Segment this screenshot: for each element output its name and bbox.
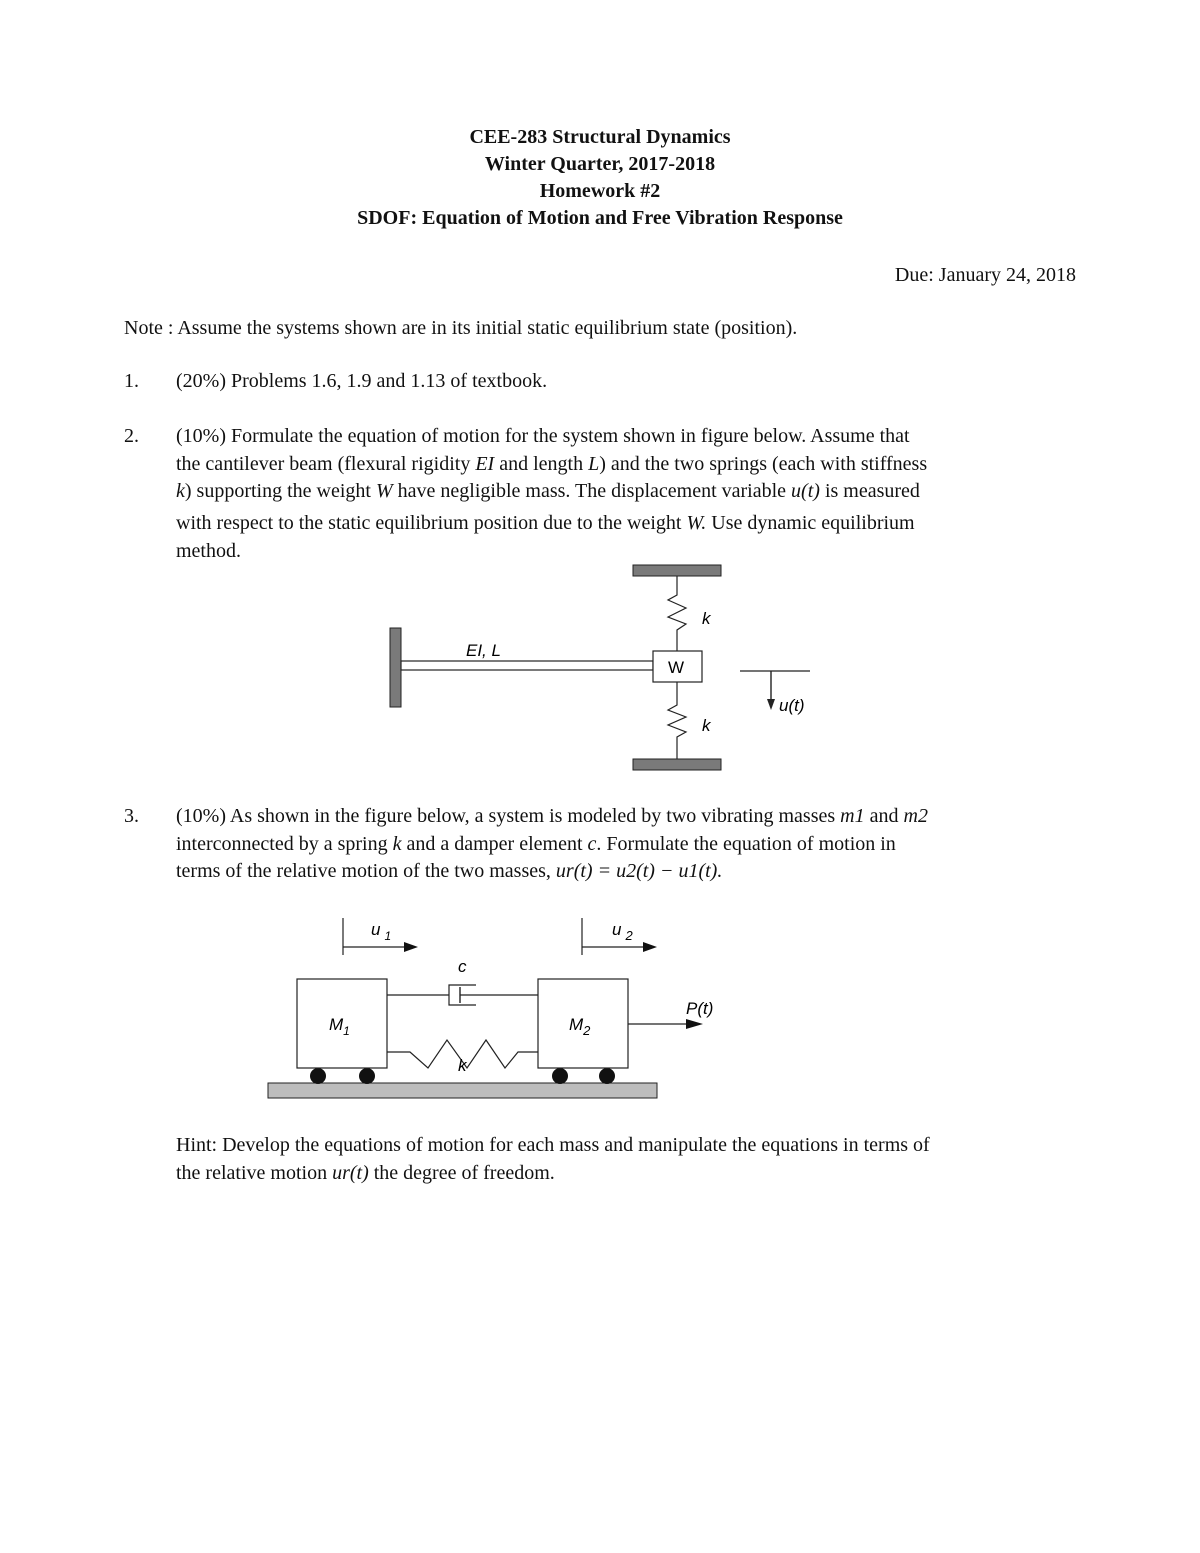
u1-label: u $_1$ <box>371 920 392 943</box>
top-spring-label: k <box>702 609 711 628</box>
hint-line-2: the relative motion ur(t) the degree of freedom. <box>176 1162 555 1184</box>
hint-line-1: Hint: Develop the equations of motion for each mass and manipulate the equations in terms of <box>176 1134 930 1156</box>
spring-label: k <box>458 1056 467 1075</box>
problem-2-number: 2. <box>124 425 139 447</box>
problem-1-text: (20%) Problems 1.6, 1.9 and 1.13 of textbook. <box>176 370 548 392</box>
problem-3-number: 3. <box>124 805 139 827</box>
beam-label: EI, L <box>466 641 501 660</box>
problem-2-line-3: k) supporting the weight W have negligible mass. The displacement variable u(t) is measured <box>176 480 920 502</box>
mass-2-wheels <box>552 1068 615 1084</box>
course-title: CEE-283 Structural Dynamics <box>469 126 731 148</box>
problem-2-line-5: method. <box>176 540 241 562</box>
homework-title: Homework #2 <box>539 180 661 202</box>
mass-w-label: W <box>668 658 685 677</box>
damper <box>387 985 538 1005</box>
u2-label: u $_2$ <box>612 920 633 943</box>
u1-arrow <box>343 918 418 955</box>
term-title: Winter Quarter, 2017-2018 <box>484 153 716 175</box>
problem-1-number: 1. <box>124 370 139 392</box>
due-date: Due: January 24, 2018 <box>894 264 1076 286</box>
problem-2-line-1: (10%) Formulate the equation of motion for the system shown in figure below. Assume that <box>176 425 910 447</box>
damper-label: c <box>458 957 467 976</box>
mass-1-wheels <box>310 1068 375 1084</box>
bottom-spring-label: k <box>702 716 711 735</box>
ground <box>268 1083 657 1098</box>
displacement-label: u(t) <box>779 696 805 715</box>
mass-1-label: $M_1$ <box>329 1015 350 1038</box>
problem-3-line-2: interconnected by a spring k and a damper element c. Formulate the equation of motion in <box>176 833 896 855</box>
force-arrow <box>628 1019 703 1029</box>
note: Note : Assume the systems shown are in its initial static equilibrium state (position). <box>124 317 798 339</box>
mass-2-label: $M_2$ <box>569 1015 591 1038</box>
problem-2-line-2: the cantilever beam (flexural rigidity EI and length L) and the two springs (each with stiffness <box>176 453 928 475</box>
force-label: P(t) <box>686 999 714 1018</box>
topic-title: SDOF: Equation of Motion and Free Vibration Response <box>357 207 843 229</box>
problem-3-line-3: terms of the relative motion of the two masses, ur(t) = u2(t) − u1(t). <box>176 860 723 882</box>
problem-2-line-4: with respect to the static equilibrium position due to the weight W. Use dynamic equilibrium <box>176 512 915 534</box>
problem-3-line-1: (10%) As shown in the figure below, a system is modeled by two vibrating masses m1 and m2 <box>176 805 928 827</box>
